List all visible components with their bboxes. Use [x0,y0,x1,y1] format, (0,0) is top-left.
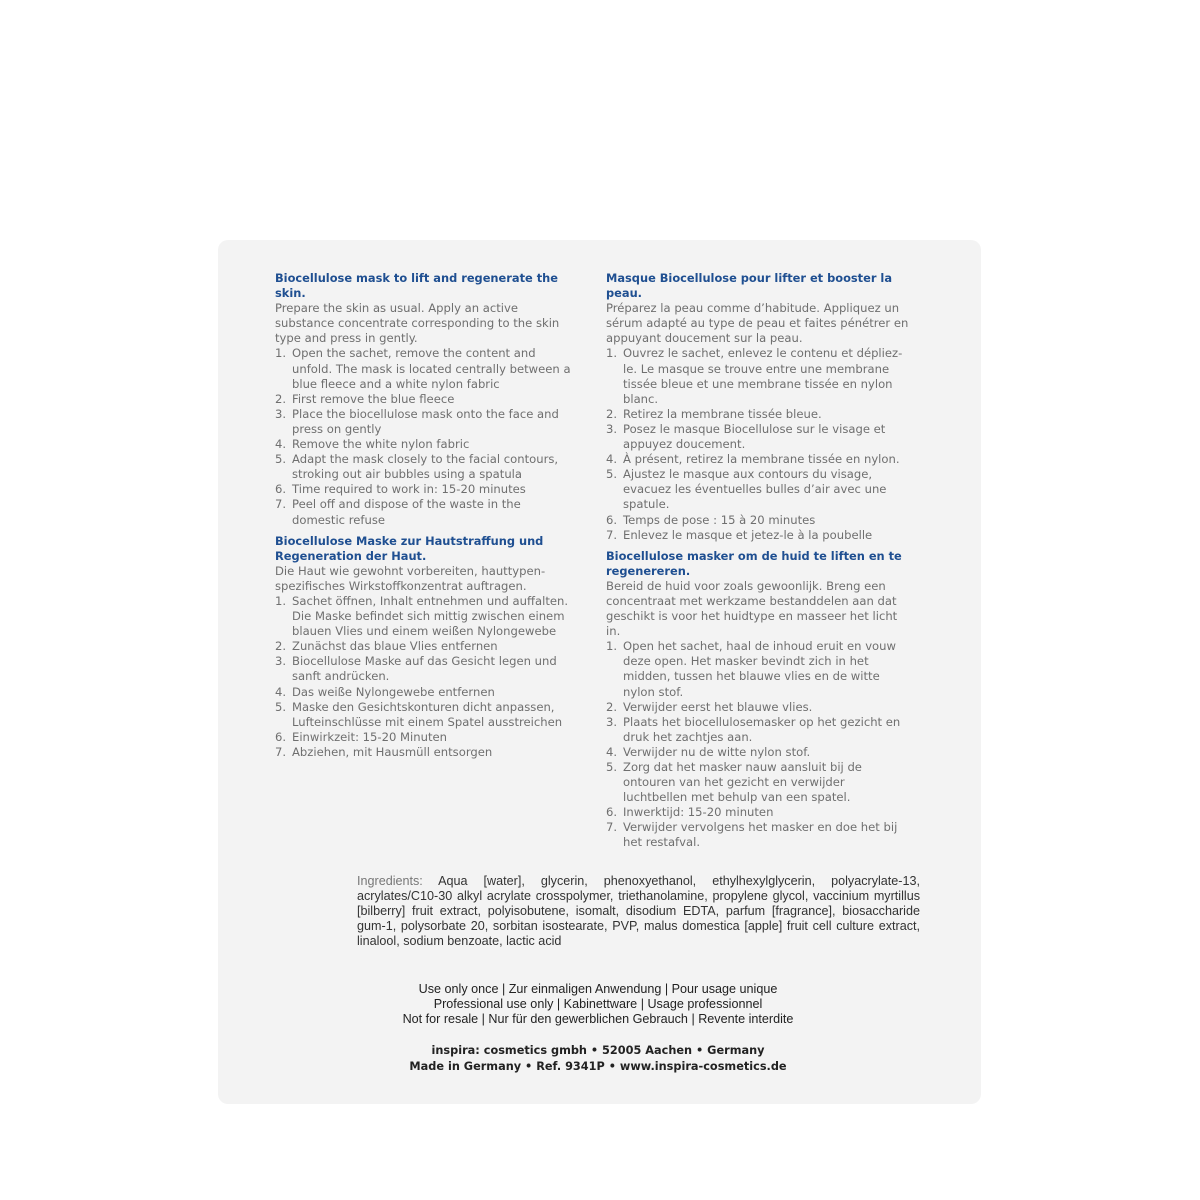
section-intro: Préparez la peau comme d’habitude. Appliquez un sérum adapté au type de peau et faites pénétrer en appuyant doucement sur la peau. [606,301,909,346]
section-french [606,271,912,543]
list-item [275,654,575,684]
step-number: 4. [606,452,618,467]
step-list [275,346,575,527]
list-item [275,497,575,527]
list-item [275,685,575,700]
list-item [606,805,912,820]
step-number: 7. [606,820,618,835]
step-number: 4. [275,684,287,699]
step-text: Temps de pose : 15 à 20 minutes [623,512,816,527]
step-number: 6. [275,729,287,744]
list-item [275,639,575,654]
step-number: 7. [606,527,618,542]
usage-line: Use only once | Zur einmaligen Anwendung | Pour usage unique [418,982,778,996]
list-item [275,482,575,497]
step-number: 6. [275,482,287,497]
list-item [606,346,912,406]
list-item [275,392,575,407]
list-item [606,639,912,699]
step-text: Inwerktijd: 15-20 minuten [623,805,774,820]
section-title: Biocellulose mask to lift and regenerate the skin. [275,271,558,301]
list-item [275,346,575,391]
list-item [606,513,912,528]
list-item [606,407,912,422]
list-item [606,452,912,467]
step-number: 1. [275,346,287,361]
left-column [275,271,575,760]
step-text: Place the biocellulose mask onto the face and press on gently [292,406,559,436]
step-number: 6. [606,805,618,820]
step-text: Peel off and dispose of the waste in the domestic refuse [292,497,521,527]
company-info [318,1043,878,1074]
section-english [275,271,575,528]
list-item [606,422,912,452]
step-number: 2. [606,406,618,421]
step-text: Sachet öffnen, Inhalt entnehmen und auffalten. Die Maske befindet sich mittig zwischen einem blauen Vlies und einem weißen Nylongewebe [292,593,569,639]
step-text: Posez le masque Biocellulose sur le visage et appuyez doucement. [623,421,886,452]
ingredients-label: Ingredients: [357,874,423,888]
step-number: 3. [606,714,618,729]
step-text: Abziehen, mit Hausmüll entsorgen [292,744,493,759]
usage-notice [318,982,878,1027]
step-text: Enlevez le masque et jetez-le à la poubelle [623,527,873,542]
section-intro: Prepare the skin as usual. Apply an active substance concentrate corresponding to the skin type and press in gently. [275,301,560,346]
sachet-back-label [218,240,981,1104]
step-text: Biocellulose Maske auf das Gesicht legen und sanft andrücken. [292,654,557,684]
section-intro: Bereid de huid voor zoals gewoonlijk. Breng een concentraat met werkzame bestanddelen aan dat geschikt is voor het huidtype en masseer het licht in. [606,578,898,639]
right-column [606,271,912,851]
list-item [275,730,575,745]
step-number: 1. [606,346,618,361]
ingredients-block [357,874,920,949]
section-german [275,534,575,760]
step-number: 4. [275,437,287,452]
step-text: Plaats het biocellulosemasker op het gezicht en druk het zachtjes aan. [623,714,901,744]
list-item [606,528,912,543]
step-text: Adapt the mask closely to the facial contours, stroking out air bubbles using a spatula [292,452,559,482]
list-item [275,745,575,760]
step-number: 2. [606,699,618,714]
step-number: 1. [275,593,287,608]
company-line: Made in Germany • Ref. 9341P • www.inspira-cosmetics.de [409,1059,787,1073]
step-text: First remove the blue fleece [292,391,455,406]
step-number: 4. [606,744,618,759]
usage-line: Professional use only | Kabinettware | Usage professionnel [433,997,763,1011]
list-item [606,700,912,715]
list-item [275,700,575,730]
step-text: Verwijder nu de witte nylon stof. [623,744,811,759]
step-number: 6. [606,512,618,527]
step-number: 3. [606,421,618,436]
step-number: 3. [275,406,287,421]
step-text: Ajustez le masque aux contours du visage, evacuez les éventuelles bulles d’air avec une spatule. [623,467,887,512]
step-text: Einwirkzeit: 15-20 Minuten [292,729,447,744]
ingredients-text: Aqua [water], glycerin, phenoxyethanol, ethylhexylglycerin, polyacrylate-13, acrylates/C10-30 alkyl acrylate crosspolymer, triethanolamine, propylene glycol, vaccinium myrtillus [bilberry] fruit extract, polyisobutene, isomalt, disodium EDTA, parfum [fragrance], biosaccharide gum-1, polysorbate 20, sorbitan isostearate, PVP, malus domestica [apple] fruit cell culture extract, linalool, sodium benzoate, lactic acid [357,874,920,949]
step-number: 7. [275,744,287,759]
section-intro: Die Haut wie gewohnt vorbereiten, hauttypen-spezifisches Wirkstoffkonzentrat auftragen. [275,563,546,593]
step-text: Zorg dat het masker nauw aansluit bij de ontouren van het gezicht en verwijder luchtbellen met behulp van een spatel. [623,760,862,805]
step-list [606,346,912,542]
step-text: Das weiße Nylongewebe entfernen [292,684,495,699]
step-text: Retirez la membrane tissée bleue. [623,406,822,421]
step-number: 2. [275,391,287,406]
step-number: 3. [275,654,287,669]
step-number: 5. [606,467,618,482]
usage-line: Not for resale | Nur für den gewerblichen Gebrauch | Revente interdite [402,1012,794,1026]
step-text: Time required to work in: 15-20 minutes [292,482,526,497]
list-item [606,820,912,850]
step-number: 5. [606,760,618,774]
step-number: 5. [275,452,287,467]
step-number: 2. [275,639,287,654]
step-text: Verwijder vervolgens het masker en doe het bij het restafval. [623,820,898,850]
step-text: Maske den Gesichtskonturen dicht anpassen, Lufteinschlüsse mit einem Spatel ausstreichen [292,699,563,729]
section-dutch [606,549,912,851]
section-title: Biocellulose Maske zur Hautstraffung und Regeneration der Haut. [275,533,544,563]
step-text: Remove the white nylon fabric [292,437,470,452]
step-text: À présent, retirez la membrane tissée en nylon. [623,452,900,467]
list-item [606,745,912,760]
list-item [275,437,575,452]
section-title: Biocellulose masker om de huid te liften en te regenereren. [606,548,902,578]
step-list [275,594,575,760]
section-title: Masque Biocellulose pour lifter et booster la peau. [606,271,893,301]
step-text: Zunächst das blaue Vlies entfernen [292,639,498,654]
list-item [275,452,575,482]
step-text: Open the sachet, remove the content and unfold. The mask is located centrally between a blue fleece and a white nylon fabric [292,346,571,391]
step-list [606,639,912,850]
list-item [606,467,912,512]
list-item [275,594,575,639]
step-text: Verwijder eerst het blauwe vlies. [623,699,813,714]
step-number: 5. [275,699,287,714]
list-item [275,407,575,437]
list-item [606,715,912,745]
step-text: Open het sachet, haal de inhoud eruit en vouw deze open. Het masker bevindt zich in het midden, tussen het blauwe vlies en de witte nylon stof. [623,639,896,699]
list-item [606,760,912,805]
company-line: inspira: cosmetics gmbh • 52005 Aachen • Germany [431,1044,765,1057]
step-number: 1. [606,639,618,654]
step-text: Ouvrez le sachet, enlevez le contenu et dépliez-le. Le masque se trouve entre une membrane tissée bleue et une membrane tissée en nylon blanc. [623,346,903,406]
step-number: 7. [275,497,287,512]
